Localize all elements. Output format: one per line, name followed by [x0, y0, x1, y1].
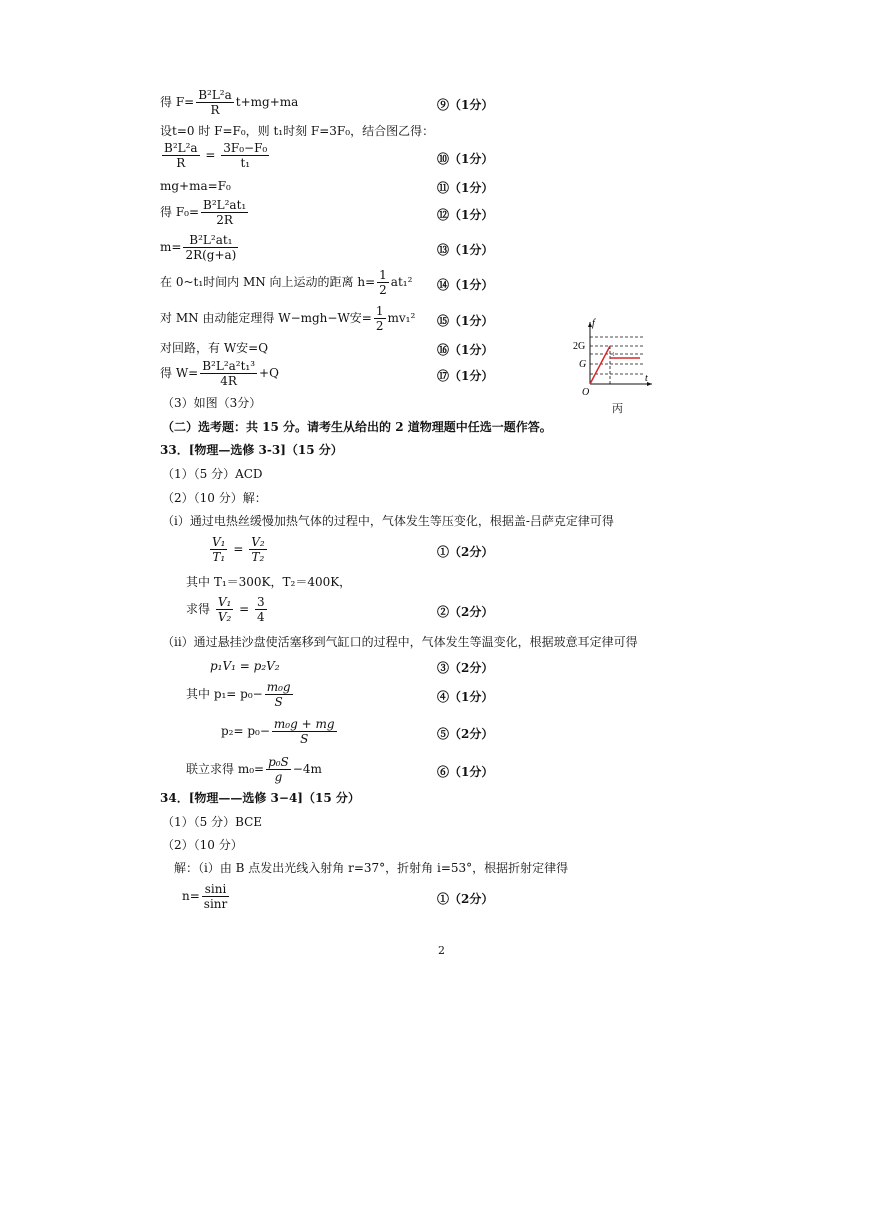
fraction-denominator: sinr [203, 897, 228, 911]
fraction-numerator: m₀g [266, 680, 291, 694]
fraction-denominator: T₁ [212, 550, 226, 564]
eq-sign: = [205, 148, 216, 162]
fraction [162, 141, 200, 170]
eq-refraction [182, 882, 231, 911]
fraction-denominator: 2R(g+a) [185, 248, 237, 262]
fraction [202, 882, 229, 911]
eq-suffix: +Q [259, 366, 279, 380]
text-setup-f0: 设t=0 时 F=F₀，则 t₁时刻 F=3F₀，结合图乙得： [160, 124, 435, 138]
score-11: ⑪（1分） [437, 181, 494, 195]
fraction-numerator: B²L²a [164, 141, 198, 155]
q33-part-ii-text: （ii）通过悬挂沙盘使活塞移到气缸口的过程中，气体发生等温变化，根据玻意耳定律可得 [162, 635, 638, 649]
q34-part2-heading: （2）（10 分） [162, 838, 243, 852]
fraction-numerator: B²L²a²t₁³ [202, 359, 256, 373]
section-heading-elective: （二）选考题：共 15 分。请考生从给出的 2 道物理题中任选一题作答。 [162, 420, 552, 434]
fraction-denominator: 2 [379, 283, 387, 297]
fraction [210, 535, 227, 564]
eq-prefix: 得 F₀= [160, 205, 200, 219]
fraction-denominator: V₂ [217, 610, 232, 624]
eq-m0 [186, 755, 322, 784]
eq-suffix: mv₁² [387, 311, 416, 325]
eq-prefix: 得 W= [160, 366, 199, 380]
score-9: ⑨（1分） [437, 98, 494, 112]
eq-prefix: 其中 p₁= p₀− [186, 687, 263, 701]
fraction [374, 304, 386, 333]
q33-part2-heading: （2）（10 分）解： [162, 491, 267, 505]
score-q33-3: ③（2分） [437, 661, 494, 675]
fraction [196, 88, 234, 117]
fraction-denominator: T₂ [251, 550, 265, 564]
fraction-numerator: p₀S [268, 755, 289, 769]
fraction-numerator: V₁ [217, 595, 232, 609]
q34-part-i-text: 解：（i）由 B 点发出光线入射角 r=37°，折射角 i=53°，根据折射定律得 [174, 861, 569, 875]
fraction [201, 198, 248, 227]
fraction [266, 755, 291, 784]
eq-prefix: p₂= p₀− [221, 724, 270, 738]
fraction [200, 359, 257, 388]
fraction [255, 595, 267, 624]
question-34-heading: 34．[物理——选修 3−4]（15 分） [160, 791, 360, 805]
fraction-denominator: S [300, 732, 309, 746]
score-q33-4: ④（1分） [437, 690, 494, 704]
fraction-numerator: 3 [257, 595, 265, 609]
fraction-numerator: 1 [379, 268, 387, 282]
score-14: ⑭（1分） [437, 278, 494, 292]
fraction-denominator: 4 [257, 610, 265, 624]
eq-suffix: −4m [292, 762, 322, 776]
eq-kinetic-energy [160, 304, 415, 333]
fraction-denominator: g [274, 770, 283, 784]
fraction-numerator: B²L²at₁ [203, 198, 247, 212]
graph-marker: 1 [612, 352, 615, 358]
force-time-graph [572, 318, 652, 398]
fraction [221, 141, 269, 170]
fraction-denominator: 2R [216, 213, 233, 227]
score-17: ⑰（1分） [437, 369, 494, 383]
fraction-numerator: 1 [375, 304, 384, 318]
q33-part1-answer: （1）（5 分）ACD [162, 467, 263, 481]
fraction-numerator: B²L²at₁ [183, 233, 238, 248]
q33-part-i-text: （i）通过电热丝缓慢加热气体的过程中，气体发生等压变化，根据盖-吕萨克定律可得 [162, 514, 614, 528]
eq-circuit: 对回路，有 W安=Q [160, 341, 269, 355]
score-12: ⑫（1分） [437, 208, 494, 222]
fraction [183, 233, 238, 262]
eq-prefix: 得 F= [160, 95, 195, 109]
score-q33-5: ⑤（2分） [437, 727, 494, 741]
fraction-denominator: 4R [220, 374, 237, 388]
eq-gay-lussac [208, 535, 269, 564]
eq-prefix: 在 0~t₁时间内 MN 向上运动的距离 h= [160, 275, 376, 289]
score-16: ⑯（1分） [437, 343, 494, 357]
eq-prefix: n= [182, 889, 200, 903]
eq-sign: = [239, 602, 250, 616]
fraction-numerator: 3F₀−F₀ [223, 141, 268, 155]
fraction-denominator: S [274, 695, 283, 709]
score-13: ⑬（1分） [437, 243, 494, 257]
fraction-numerator: V₂ [251, 535, 265, 549]
eq-ratio [160, 141, 271, 170]
eq-p1 [186, 680, 295, 709]
question-33-heading: 33．[物理—选修 3-3]（15 分） [160, 443, 343, 457]
eq-force-expression [160, 88, 298, 117]
eq-prefix: m= [160, 240, 182, 254]
q34-part1-answer: （1）（5 分）BCE [162, 815, 263, 829]
fraction-denominator: R [176, 156, 186, 170]
fraction [249, 535, 266, 564]
fraction-numerator: sini [202, 882, 229, 897]
origin-label: O [582, 387, 590, 398]
fraction-numerator: B²L²a [198, 88, 232, 102]
fraction-denominator: R [210, 103, 220, 117]
score-10: ⑩（1分） [437, 152, 494, 166]
t-axis-label: t [645, 373, 648, 384]
page-number: 2 [438, 944, 445, 957]
eq-prefix: 联立求得 m₀= [186, 762, 265, 776]
eq-distance [160, 268, 412, 297]
eq-sign: = [233, 542, 244, 556]
q33-temperatures: 其中 T₁＝300K，T₂＝400K， [186, 575, 352, 589]
f-axis-label: f [592, 318, 595, 329]
fraction [265, 680, 293, 709]
fraction [272, 717, 337, 746]
eq-work [160, 359, 279, 388]
fraction [216, 595, 233, 624]
fraction-denominator: t₁ [240, 156, 251, 170]
score-q33-1: ①（2分） [437, 545, 494, 559]
fraction [377, 268, 389, 297]
eq-suffix: at₁² [390, 275, 413, 289]
eq-volume-ratio [186, 595, 269, 624]
tick-label-2g: 2G [573, 341, 586, 352]
eq-p2 [221, 717, 339, 746]
text-part-3: （3）如图（3分） [162, 396, 262, 410]
force-ramp-line [590, 346, 610, 384]
figure-caption: 丙 [612, 402, 623, 415]
score-q34-1: ①（2分） [437, 892, 494, 906]
score-15: ⑮（1分） [437, 314, 494, 328]
fraction-denominator: 2 [375, 319, 384, 333]
eq-suffix: t+mg+ma [235, 95, 299, 109]
score-q33-6: ⑥（1分） [437, 765, 494, 779]
score-q33-2: ②（2分） [437, 605, 494, 619]
eq-f0 [160, 198, 250, 227]
eq-mg-ma: mg+ma=F₀ [160, 179, 231, 193]
tick-label-g: G [579, 359, 587, 370]
fraction-numerator: m₀g + mg [273, 717, 335, 731]
eq-boyle: p₁V₁ = p₂V₂ [210, 659, 280, 673]
eq-prefix: 求得 [186, 602, 211, 616]
eq-prefix: 对 MN 由动能定理得 W−mgh−W安= [160, 311, 372, 325]
eq-mass [160, 233, 240, 262]
fraction-numerator: V₁ [212, 535, 226, 549]
